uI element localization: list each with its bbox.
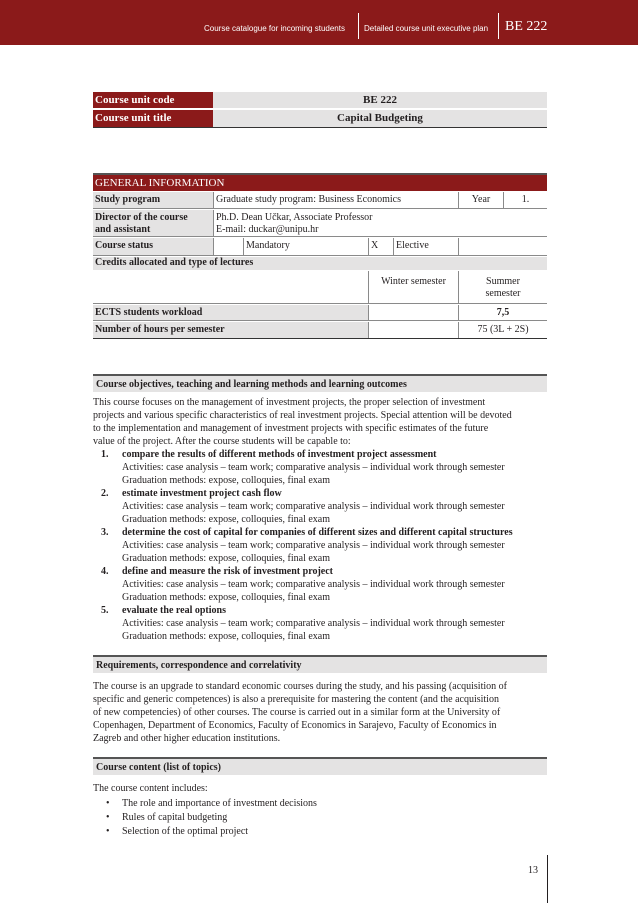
outcome-graduation: Graduation methods: expose, colloquies, final exam — [122, 631, 331, 642]
ects-value: 7,5 — [458, 305, 547, 320]
header-divider — [498, 13, 499, 39]
page-number: 13 — [528, 865, 538, 876]
hours-label: Number of hours per semester — [93, 322, 368, 338]
study-program-row — [93, 192, 547, 209]
course-status-row — [93, 238, 547, 256]
header-bar — [0, 0, 638, 45]
bullet-icon: • — [106, 798, 110, 809]
director-email: E-mail: duckar@unipu.hr — [216, 224, 319, 235]
outcome-number: 1. — [101, 449, 109, 460]
director-name: Ph.D. Dean Učkar, Associate Professor — [216, 212, 373, 223]
course-code-label: Course unit code — [93, 92, 213, 108]
outcome-activities: Activities: case analysis – team work; comparative analysis – individual work through semester — [122, 462, 505, 473]
outcome-graduation: Graduation methods: expose, colloquies, final exam — [122, 514, 331, 525]
mandatory-label: Mandatory — [243, 238, 368, 255]
requirements-line: Zagreb and other higher education institutions. — [93, 733, 281, 744]
year-label: Year — [458, 192, 503, 208]
summer-line: semester — [485, 288, 521, 299]
content-list — [93, 782, 547, 842]
bullet-icon: • — [106, 812, 110, 823]
outcome-title: evaluate the real options — [122, 605, 226, 616]
objectives-heading: Course objectives, teaching and learning methods and learning outcomes — [93, 374, 547, 392]
topic-label: The role and importance of investment decisions — [122, 798, 317, 809]
summer-semester — [458, 271, 547, 303]
topic-label: Rules of capital budgeting — [122, 812, 228, 823]
course-status-label: Course status — [93, 238, 213, 255]
course-title-row — [93, 110, 547, 128]
outcome-number: 3. — [101, 527, 109, 538]
elective-mark: X — [368, 238, 393, 255]
director-row — [93, 210, 547, 237]
outcomes-list — [93, 448, 547, 643]
study-program-label: Study program — [93, 192, 213, 208]
credits-heading-row — [93, 257, 547, 270]
year-value: 1. — [503, 192, 547, 208]
course-code-value: BE 222 — [213, 92, 547, 108]
ects-label: ECTS students workload — [93, 305, 368, 320]
director-label-line: and assistant — [95, 224, 151, 235]
objectives-line: to the implementation and management of investment projects with specific estimates of the future — [93, 423, 489, 434]
general-info-title: GENERAL INFORMATION — [93, 175, 547, 191]
course-title-value: Capital Budgeting — [213, 110, 547, 127]
credits-label: Credits allocated and type of lectures — [93, 257, 547, 270]
requirements-heading: Requirements, correspondence and correlativity — [93, 655, 547, 673]
outcome-number: 5. — [101, 605, 109, 616]
outcome-activities: Activities: case analysis – team work; comparative analysis – individual work through semester — [122, 540, 505, 551]
requirements-line: The course is an upgrade to standard economic courses during the study, and his passing (acquisition of — [93, 681, 507, 692]
elective-label: Elective — [393, 238, 458, 255]
director-value — [213, 210, 547, 236]
hours-winter — [368, 322, 458, 338]
mandatory-mark — [213, 238, 243, 255]
course-code-row — [93, 92, 547, 109]
outcome-activities: Activities: case analysis – team work; comparative analysis – individual work through semester — [122, 501, 505, 512]
ects-winter — [368, 305, 458, 320]
topic-label: Selection of the optimal project — [122, 826, 249, 837]
requirements-line: specific and generic competences) is also a prerequisite for mastering the content (and the acquisition — [93, 694, 499, 705]
outcome-graduation: Graduation methods: expose, colloquies, final exam — [122, 592, 331, 603]
header-catalogue: Course catalogue for incoming students — [204, 24, 345, 33]
status-empty — [458, 238, 547, 255]
winter-semester: Winter semester — [368, 271, 458, 303]
outcome-graduation: Graduation methods: expose, colloquies, final exam — [122, 553, 331, 564]
requirements-line: of new competencies) of other courses. The course is carried out in a similar form at the University of — [93, 707, 501, 718]
header-divider — [358, 13, 359, 39]
requirements-text — [93, 680, 547, 745]
outcome-number: 4. — [101, 566, 109, 577]
semester-row — [93, 271, 547, 304]
course-title-label: Course unit title — [93, 110, 213, 127]
outcome-activities: Activities: case analysis – team work; comparative analysis – individual work through semester — [122, 579, 505, 590]
objectives-line: value of the project. After the course students will be capable to: — [93, 436, 351, 447]
hours-row — [93, 322, 547, 339]
outcome-title: estimate investment project cash flow — [122, 488, 282, 499]
general-info-heading — [93, 173, 547, 191]
content-heading: Course content (list of topics) — [93, 757, 547, 775]
header-code: BE 222 — [505, 19, 548, 34]
bullet-icon: • — [106, 826, 110, 837]
objectives-line: projects and various specific characteristics of real investment projects. Special attention will be devoted — [93, 410, 512, 421]
requirements-line: Copenhagen, Department of Economics, Faculty of Economics in Sarajevo, Faculty of Economics in — [93, 720, 497, 731]
outcome-activities: Activities: case analysis – team work; comparative analysis – individual work through semester — [122, 618, 505, 629]
objectives-intro — [93, 396, 547, 448]
header-plan: Detailed course unit executive plan — [364, 24, 489, 33]
director-label-line: Director of the course — [95, 212, 188, 223]
study-program-value: Graduate study program: Business Economics — [213, 192, 458, 208]
content-intro: The course content includes: — [93, 783, 208, 794]
summer-line: Summer — [486, 276, 520, 287]
ects-row — [93, 305, 547, 321]
director-label — [93, 210, 213, 236]
outcome-graduation: Graduation methods: expose, colloquies, final exam — [122, 475, 331, 486]
semester-empty — [93, 271, 368, 303]
outcome-title: define and measure the risk of investment project — [122, 566, 333, 577]
hours-value: 75 (3L + 2S) — [458, 322, 547, 338]
objectives-line: This course focuses on the management of investment projects, the proper selection of investment — [93, 397, 486, 408]
outcome-title: compare the results of different methods of investment project assessment — [122, 449, 437, 460]
outcome-title: determine the cost of capital for companies of different sizes and different capital structures — [122, 527, 513, 538]
outcome-number: 2. — [101, 488, 109, 499]
footer-divider — [547, 855, 548, 903]
